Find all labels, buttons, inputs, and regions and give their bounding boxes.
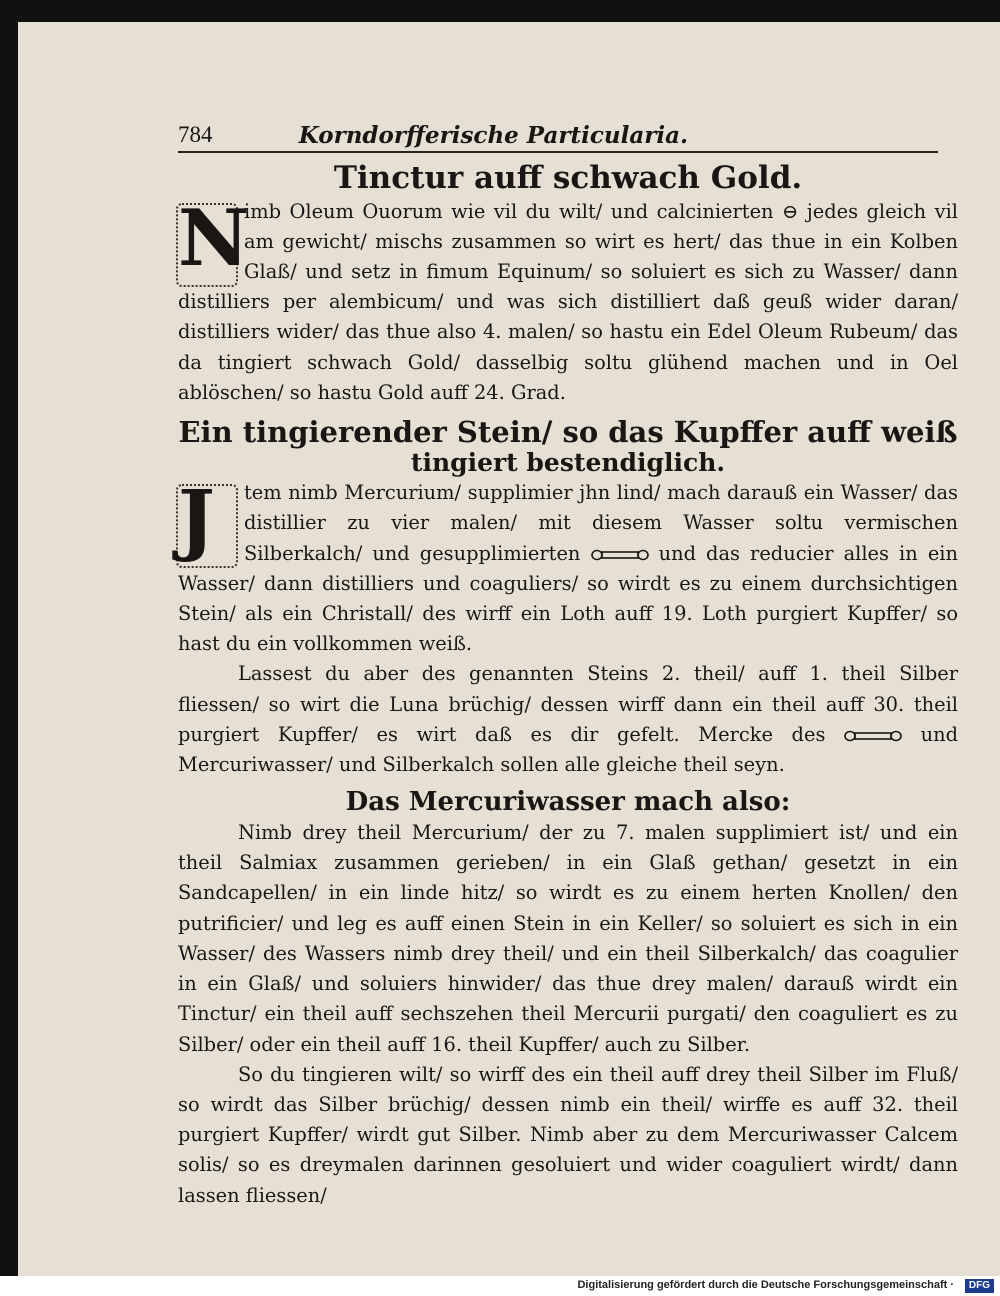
drop-cap-ornament: [178, 474, 234, 566]
section-stein: [178, 474, 958, 780]
page-number: 784: [178, 122, 213, 147]
paragraph-mercuriwasser-2: So du tingieren wilt/ so wirff des ein theil auff drey theil Silber im Fluß/ so wirdt das Silber brüchig/ dessen nimb ein theil/ wirffe es auff 32. theil purgiert Kupffer/ wirdt gut Silber. Nimb aber zu dem Mercuriwasser Calcem solis/ so es dreymalen darinnen gesoluiert und wider coaguliert wirdt/ dann lassen fliessen/: [178, 1062, 958, 1207]
paragraph-tinctur: imb Oleum Ouorum wie vil du wilt/ und calcinierten ⊖ jedes gleich vil am gewicht/ mischs zusammen so wirt es hert/ das thue in ein Kolben Glaß/ und setz in fimum Equinum/ so soluiert es sich zu Wasser/ dann distilliers per alembicum/ und was sich distilliert daß geuß wider daran/ distilliers wider/ das thue also 4. malen/ so hastu ein Edel Oleum Rubeum/ das da tingiert schwach Gold/ dasselbig soltu glühend machen und in Oel ablöschen/ so hastu Gold auff 24. Grad.: [178, 199, 958, 404]
section-heading-stein-line2: tingiert bestendiglich.: [410, 448, 726, 478]
section-heading-stein: Ein tingierender Stein/ so das Kupffer auff weiß: [178, 415, 958, 450]
paragraph-stein-2: [178, 659, 958, 780]
alchemical-symbol-icon: [844, 730, 902, 742]
text-run: und Mercuriwasser/ und Silberkalch sollen alle gleiche theil seyn.: [178, 722, 958, 776]
page-content: [178, 122, 958, 1211]
alchemical-symbol-icon: [591, 549, 649, 561]
running-head: [178, 122, 938, 153]
paragraph-mercuriwasser-1: Nimb drey theil Mercurium/ der zu 7. malen supplimiert ist/ und ein theil Salmiax zusammen gerieben/ in ein Glaß gethan/ gesetzt in ein Sandcapellen/ in ein linde hitz/ so wirdt es zu einem herten Knollen/ den putrificier/ und leg es auff einen Stein in ein Keller/ so soluiert es sich in ein Wasser/ des Wassers nimb drey theil/ und ein theil Silberkalch/ das coagulier in ein Glaß/ und soluiers hinwider/ das thue drey malen/ darauß wirdt ein Tinctur/ ein theil auff sechszehen theil Mercurii purgati/ den coaguliert es zu Silber/ oder ein theil auff 16. theil Kupffer/ auch zu Silber.: [178, 821, 958, 1056]
running-title: Korndorfferische Particularia.: [298, 122, 688, 149]
text-run: tem nimb Mercurium/ supplimier jhn lind/ mach darauß ein Wasser/ das distillier zu vier malen/ mit diesem Wasser soltu vermischen Silberkalch/ und gesupplimierten: [244, 481, 958, 565]
footer-bar: [0, 1276, 1000, 1296]
book-page: [18, 22, 1000, 1276]
text-run: Lassest du aber des genannten Steins 2. theil/ auff 1. theil Silber fliessen/ so wirt die Luna brüchig/ dessen wirff dann ein theil auff 30. theil purgiert Kupffer/ es wirt daß es dir gefelt. Mercke des: [178, 662, 958, 746]
section-heading-tinctur: Tinctur auff schwach Gold.: [333, 160, 803, 196]
text-run: und das reducier alles in ein Wasser/ dann distilliers und coaguliers/ so wirdt es zu einem durchsichtigen Stein/ als ein Christall/ des wirff ein Loth auff 19. Loth purgiert Kupffer/ so hast du ein vollkommen weiß.: [178, 541, 958, 656]
paragraph-stein-1: [178, 474, 958, 659]
section-tinctur: [178, 192, 958, 408]
drop-cap-letter: J: [178, 474, 215, 566]
section-heading-mercuriwasser: Das Mercuriwasser mach also:: [345, 787, 791, 818]
drop-cap-letter: N: [178, 192, 250, 284]
dfg-logo: DFG: [965, 1279, 994, 1293]
drop-cap-ornament: [178, 192, 250, 285]
footer-credit: Digitalisierung gefördert durch die Deutsche Forschungsgemeinschaft ·: [577, 1279, 954, 1291]
